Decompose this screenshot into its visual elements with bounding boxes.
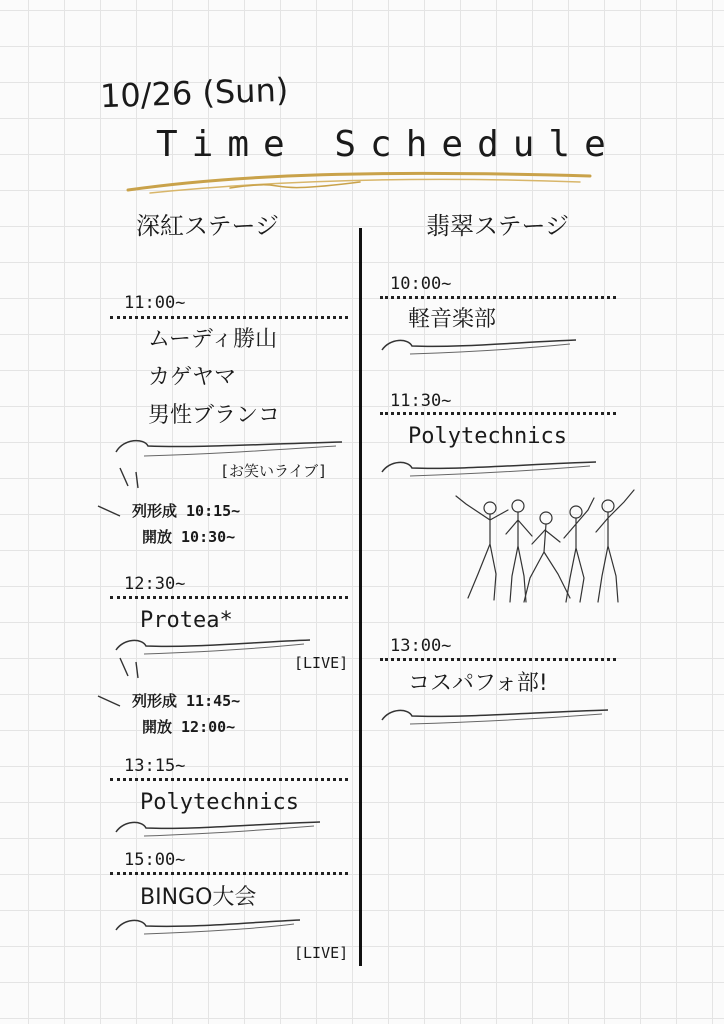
left-slot-1-act-3: 男性ブランコ (148, 403, 281, 428)
left-slot-1-squiggle (114, 434, 344, 460)
left-slot-4-squiggle (114, 914, 304, 938)
left-slot-4-tag: [LIVE] (294, 944, 349, 962)
right-slot-3-squiggle (380, 704, 612, 728)
right-slot-1-time: 10:00~ (390, 274, 452, 294)
right-slot-3-act-1: コスパフォ部! (408, 671, 548, 696)
left-slot-2-squiggle (114, 634, 314, 658)
right-slot-2-act-1: Polytechnics (408, 424, 567, 449)
left-slot-4-act-1: BINGO大会 (140, 885, 257, 910)
left-slot-3-squiggle (114, 816, 324, 840)
right-slot-1-act-1: 軽音楽部 (408, 307, 497, 332)
right-slot-2-time: 11:30~ (390, 391, 452, 411)
right-slot-3-time: 13:00~ (390, 636, 452, 656)
left-slot-2-tag: [LIVE] (294, 654, 349, 672)
right-slot-3-divider (380, 658, 616, 661)
left-slot-1-queue-line: 列形成 10:15~ (132, 502, 241, 520)
left-slot-4-time: 15:00~ (124, 850, 186, 870)
left-slot-3-act-1: Polytechnics (140, 790, 299, 815)
left-slot-2-queue-open: 開放 12:00~ (142, 718, 236, 736)
left-slot-1-tag: [お笑いライブ] (220, 462, 328, 480)
right-slot-2-divider (380, 412, 616, 415)
event-date: 10/26 (Sun) (99, 70, 289, 116)
left-slot-2-queue-line: 列形成 11:45~ (132, 692, 241, 710)
left-stage-heading: 深紅ステージ (136, 212, 280, 240)
dancers-illustration (448, 486, 640, 606)
left-slot-1-queue-open: 開放 10:30~ (142, 528, 236, 546)
left-slot-2-divider (110, 596, 348, 599)
right-slot-1-divider (380, 296, 616, 299)
left-slot-4-divider (110, 872, 348, 875)
left-slot-2-time: 12:30~ (124, 574, 186, 594)
gold-swoosh-decoration (120, 160, 600, 200)
left-slot-3-time: 13:15~ (124, 756, 186, 776)
right-stage-heading: 翡翠ステージ (426, 212, 570, 240)
left-slot-1-time: 11:00~ (124, 293, 186, 313)
left-slot-3-divider (110, 778, 348, 781)
stage-divider (359, 228, 362, 966)
left-slot-1-act-2: カゲヤマ (148, 365, 237, 390)
left-slot-1-act-1: ムーディ勝山 (148, 327, 278, 352)
page-title: Time Schedule (156, 124, 620, 165)
left-slot-1-divider (110, 316, 348, 319)
right-slot-2-squiggle (380, 456, 600, 480)
right-slot-1-squiggle (380, 334, 580, 358)
left-slot-2-act-1: Protea* (140, 608, 233, 633)
